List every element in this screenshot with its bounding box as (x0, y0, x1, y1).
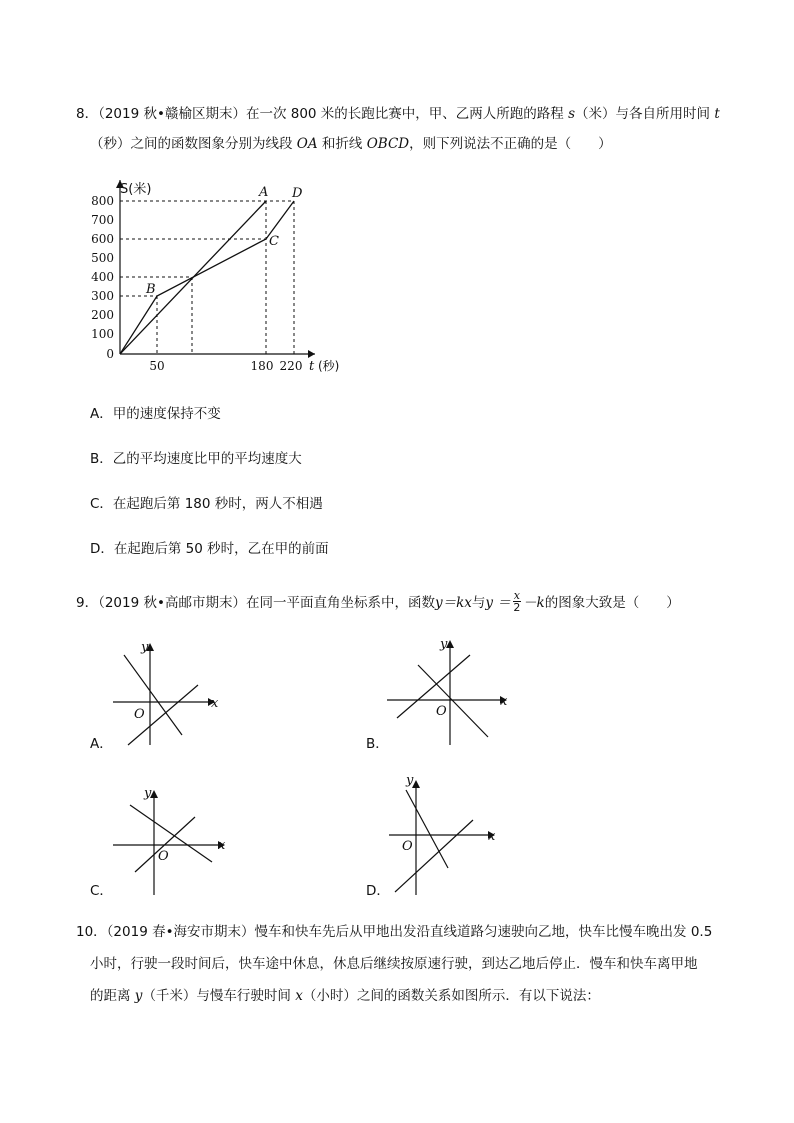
q8-ytick-800: 800 (91, 194, 114, 208)
q10-stem-line-1: 10．（2019 春•海安市期末）慢车和快车先后从甲地出发沿直线道路匀速驶向乙地，快车比慢车晚出发 0.5 (76, 924, 713, 940)
q9-d-line-2 (406, 790, 448, 868)
q8-ytick-200: 200 (91, 308, 114, 322)
q8-option-d: D．在起跑后第 50 秒时，乙在甲的前面 (90, 541, 329, 557)
svg-text:y: y (141, 640, 149, 655)
q8-point-a: A (259, 185, 269, 200)
svg-text:O: O (402, 839, 413, 854)
q8-point-b: B (146, 282, 156, 297)
q8-xtick-50: 50 (149, 359, 165, 373)
q8-ytick-700: 700 (91, 213, 114, 227)
q9-option-d-label: D． (366, 883, 390, 899)
q9-option-c-label: C． (90, 883, 113, 899)
svg-text:O: O (134, 707, 145, 722)
q9-option-a-label: A． (90, 736, 113, 752)
q8-ytick-400: 400 (91, 270, 114, 284)
q8-ytick-600: 600 (91, 232, 114, 246)
q8-option-a: A．甲的速度保持不变 (90, 406, 221, 422)
q10-stem-line-3: 的距离 y（千米）与慢车行驶时间 x（小时）之间的函数关系如图所示．有以下说法： (90, 988, 600, 1004)
q9-d-line-1 (395, 820, 473, 892)
svg-text:x: x (218, 838, 226, 853)
svg-text:O: O (436, 704, 447, 719)
svg-text:x: x (500, 694, 508, 709)
q9-option-b-label: B． (366, 736, 389, 752)
q8-option-b: B．乙的平均速度比甲的平均速度大 (90, 451, 302, 467)
q10-stem-line-2: 小时，行驶一段时间后，快车途中休息，休息后继续按原速行驶，到达乙地后停止．慢车和快车离甲地 (90, 956, 698, 972)
q8-xtick-180: 180 (250, 359, 274, 373)
q8-ytick-500: 500 (91, 251, 114, 265)
svg-text:y: y (144, 786, 152, 801)
q8-origin-label: 0 (106, 347, 114, 361)
svg-text:O: O (158, 849, 169, 864)
q8-ytick-100: 100 (91, 327, 114, 341)
q8-xtick-220: 220 (279, 359, 303, 373)
q8-x-axis-var: t (309, 359, 315, 374)
q8-y-axis-label: S(米) (120, 182, 152, 197)
svg-text:y: y (440, 637, 448, 652)
q9-stem: 9．（2019 秋•高邮市期末）在同一平面直角坐标系中，函数 y＝kx 与 y ＝ $\frac{x}{2}$ －k 的图象大致是（ ） (76, 588, 680, 614)
svg-text:x: x (488, 829, 496, 844)
q8-stem-line-2: （秒）之间的函数图象分别为线段 OA 和折线 OBCD，则下列说法不正确的是（ ） (90, 136, 612, 152)
svg-text:x: x (211, 696, 219, 711)
q8-x-axis-unit: (秒) (318, 359, 340, 373)
q8-point-c: C (269, 234, 279, 249)
q8-stem-line-1: 8．（2019 秋•赣榆区期末）在一次 800 米的长跑比赛中，甲、乙两人所跑的路程 s（米）与各自所用时间 t (76, 106, 720, 122)
q8-ytick-300: 300 (91, 289, 114, 303)
q8-point-d: D (292, 186, 303, 201)
q8-option-c: C．在起跑后第 180 秒时，两人不相遇 (90, 496, 323, 512)
svg-text:y: y (406, 773, 414, 788)
q9-fraction-x-over-2: $\frac{x}{2}$ (513, 588, 521, 614)
